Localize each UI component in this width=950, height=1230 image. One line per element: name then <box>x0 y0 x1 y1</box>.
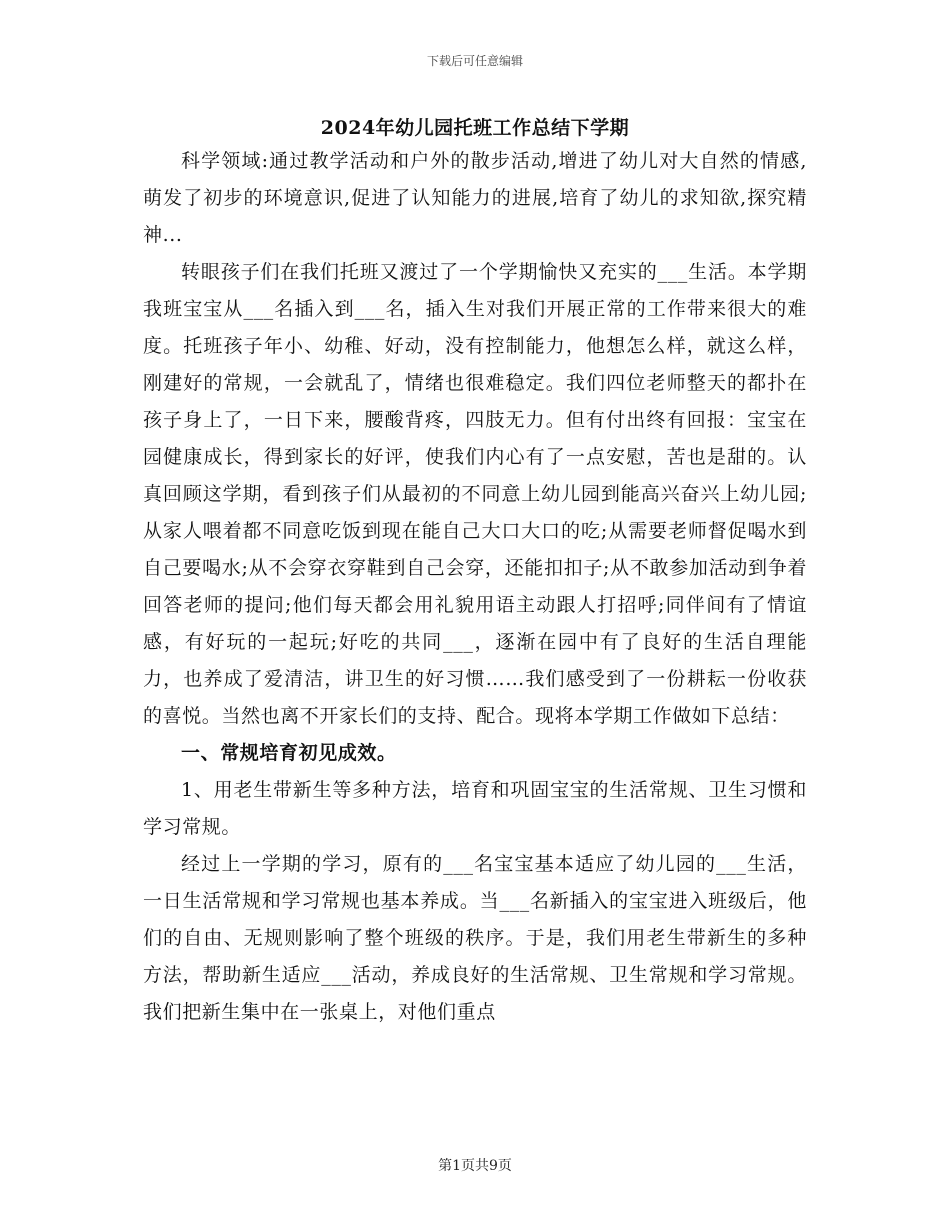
paragraph-method-1: 1、用老生带新生等多种方法，培育和巩固宝宝的生活常规、卫生习惯和学习常规。 <box>143 779 807 838</box>
section-heading-routine: 一、常规培育初见成效。 <box>181 742 397 764</box>
paragraph-experience: 经过上一学期的学习，原有的___名宝宝基本适应了幼儿园的___生活，一日生活常规和学习常规也基本养成。当___名新插入的宝宝进入班级后，他们的自由、无规则影响了整个班级的秩序。于是，我们用老生带新生的多种方法，帮助新生适应___活动，养成良好的生活常规、卫生常规和学习常规。我们把新生集中在一张桌上，对他们重点 <box>143 853 807 1023</box>
paragraph-science-domain: 科学领域:通过教学活动和户外的散步活动,增进了幼儿对大自然的情感,萌发了初步的环境意识,促进了认知能力的进展,培育了幼儿的求知欲,探究精神... <box>143 150 807 246</box>
document-body <box>143 143 807 1031</box>
page-footer-number: 第1页共9页 <box>438 1158 512 1174</box>
page-header-note: 下载后可任意编辑 <box>426 54 523 68</box>
document-title: 2024年幼儿园托班工作总结下学期 <box>320 117 630 139</box>
paragraph-introduction: 转眼孩子们在我们托班又渡过了一个学期愉快又充实的___生活。本学期我班宝宝从___名插入到___名，插入生对我们开展正常的工作带来很大的难度。托班孩子年小、幼稚、好动，没有控制能力，他想怎么样，就这么样，刚建好的常规，一会就乱了，情绪也很难稳定。我们四位老师整天的都扑在孩子身上了，一日下来，腰酸背疼，四肢无力。但有付出终有回报：宝宝在园健康成长，得到家长的好评，使我们内心有了一点安慰，苦也是甜的。认真回顾这学期，看到孩子们从最初的不同意上幼儿园到能高兴奋兴上幼儿园;从家人喂着都不同意吃饭到现在能自己大口大口的吃;从需要老师督促喝水到自己要喝水;从不会穿衣穿鞋到自己会穿，还能扣扣子;从不敢参加活动到争着回答老师的提问;他们每天都会用礼貌用语主动跟人打招呼;同伴间有了情谊感，有好玩的一起玩;好吃的共同___，逐渐在园中有了良好的生活自理能力，也养成了爱清洁，讲卫生的好习惯……我们感受到了一份耕耘一份收获的喜悦。当然也离不开家长们的支持、配合。现将本学期工作做如下总结： <box>143 261 807 727</box>
